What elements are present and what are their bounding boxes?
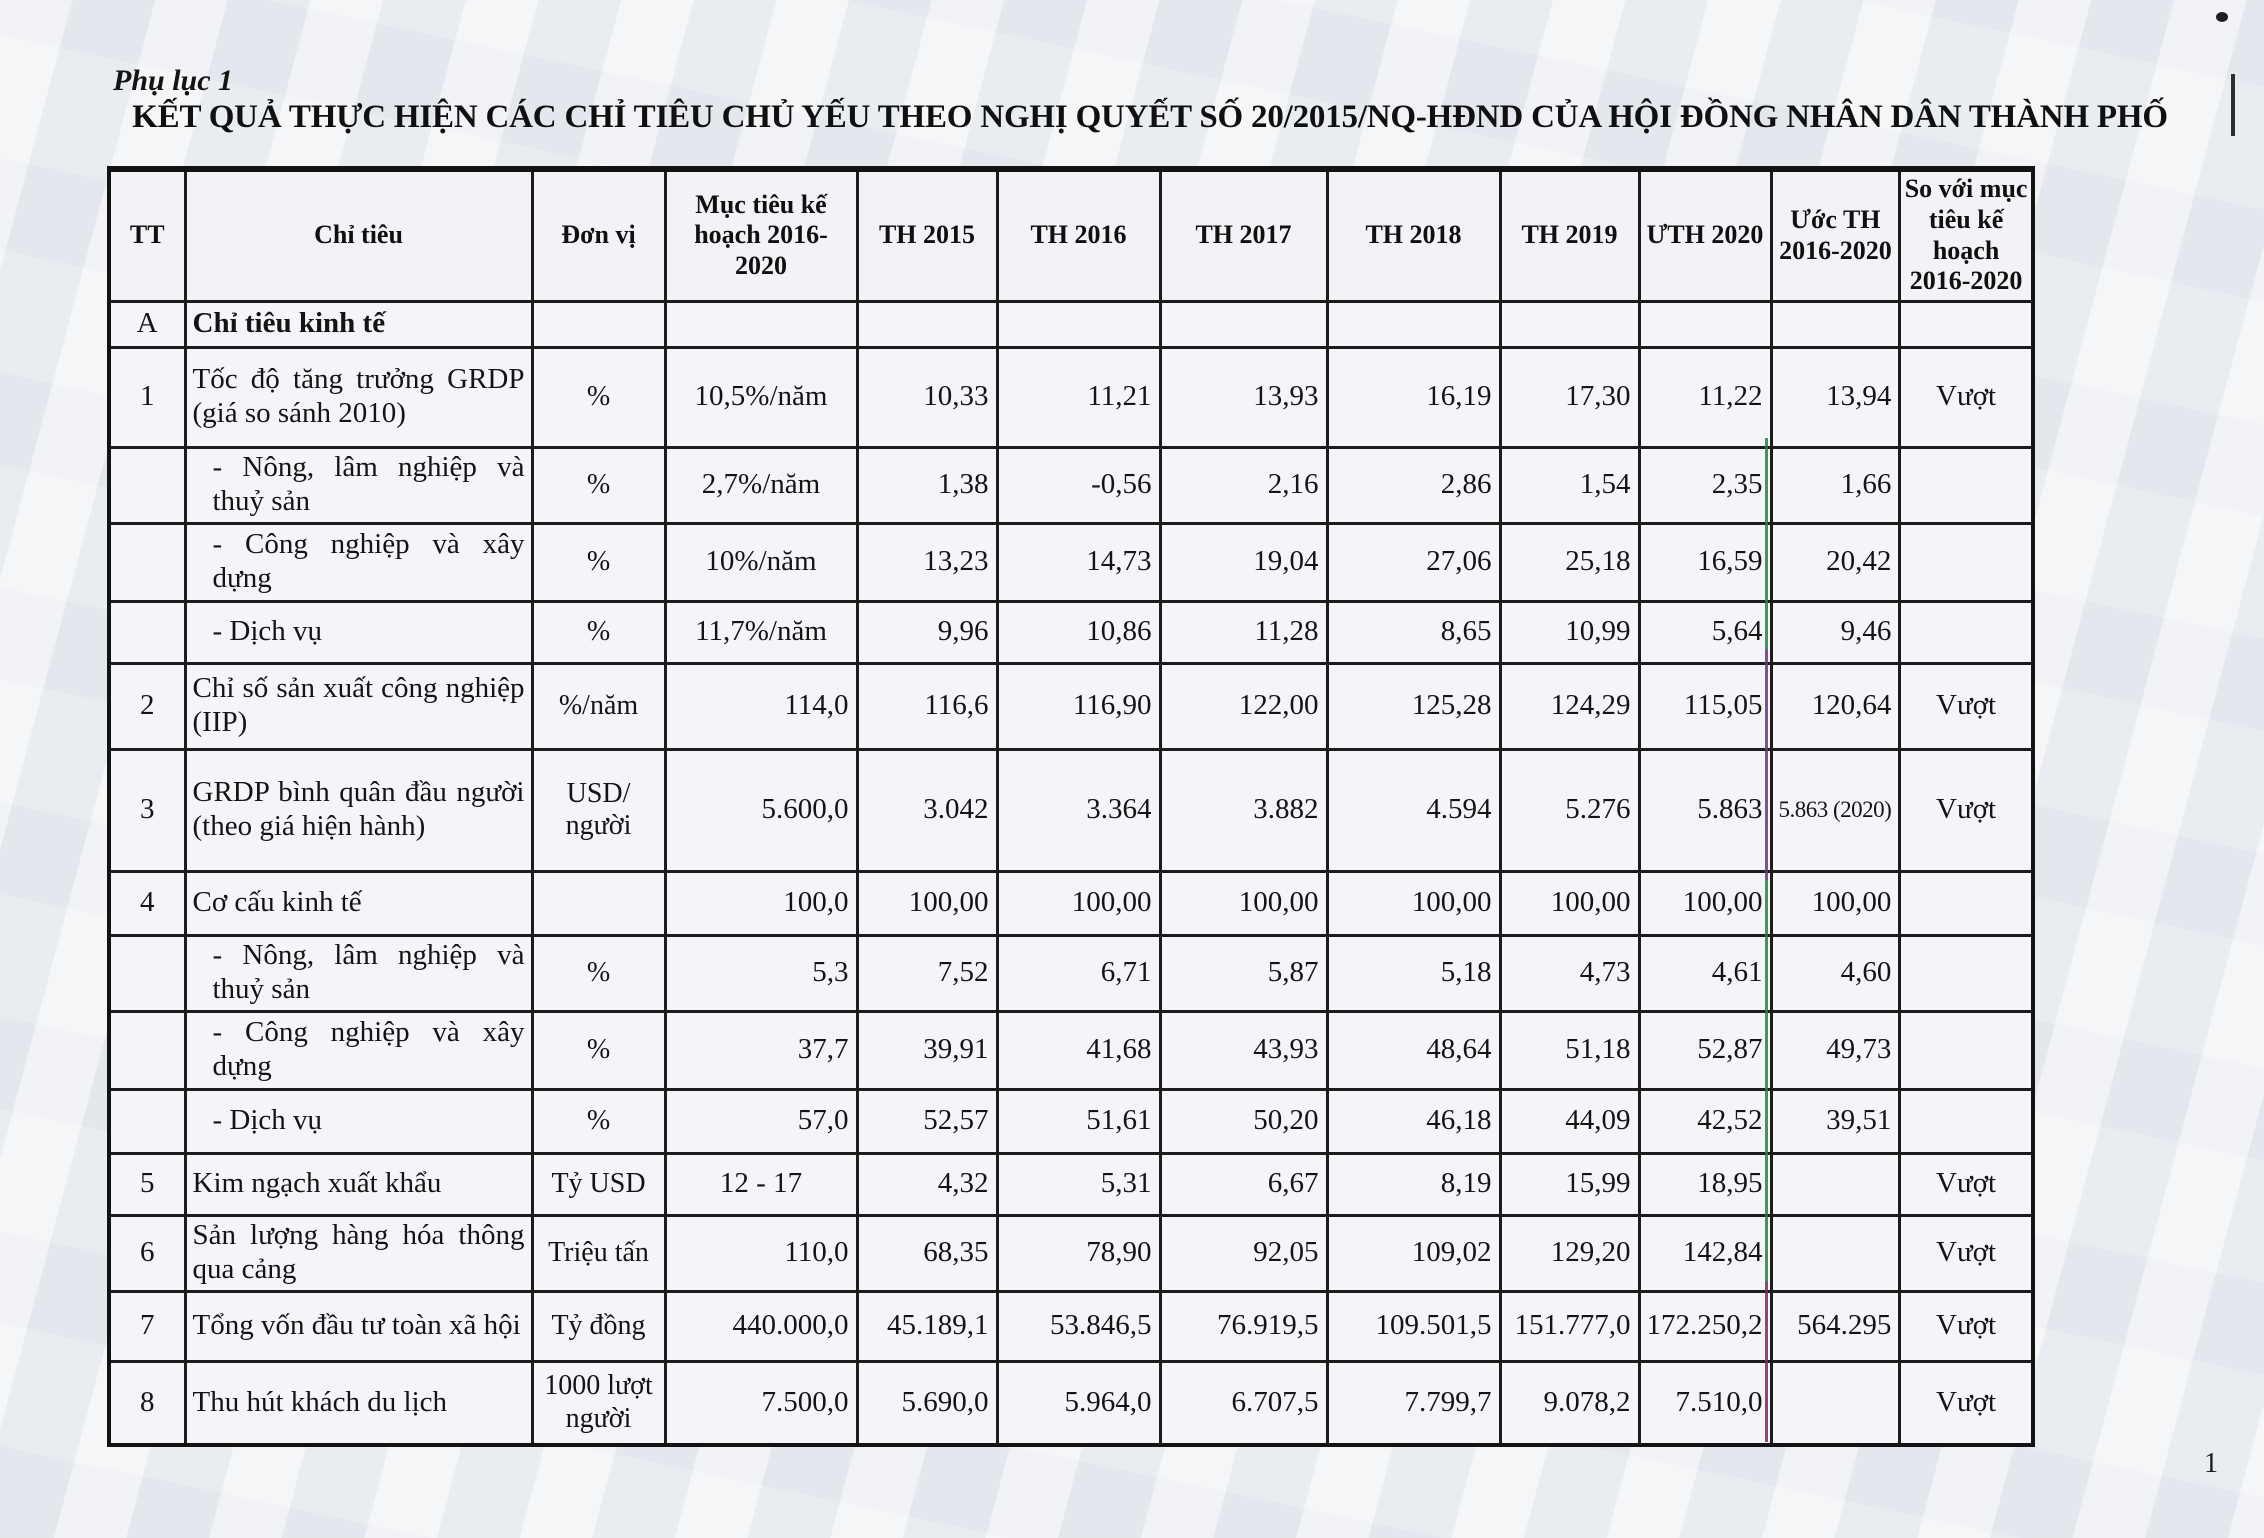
cell-value: 7.510,0 xyxy=(1639,1361,1771,1445)
cell-value: 27,06 xyxy=(1327,523,1500,601)
cell-value: -0,56 xyxy=(997,447,1160,523)
cell-tt xyxy=(109,935,185,1011)
cell-value: 52,87 xyxy=(1639,1011,1771,1089)
cell-value: 9,96 xyxy=(857,601,997,663)
cell-value: 11,22 xyxy=(1639,347,1771,447)
cell-value: 100,00 xyxy=(1771,871,1900,935)
cell-target: 7.500,0 xyxy=(665,1361,857,1445)
cell-status xyxy=(1900,447,2033,523)
cell-value: 5.964,0 xyxy=(997,1361,1160,1445)
cell-tt xyxy=(109,523,185,601)
cell-target: 12 - 17 xyxy=(665,1153,857,1215)
cell-value: 39,51 xyxy=(1771,1089,1900,1153)
column-header-8: TH 2019 xyxy=(1500,169,1639,301)
cell-value: 116,90 xyxy=(997,663,1160,749)
cell-value xyxy=(1771,1215,1900,1291)
column-header-6: TH 2017 xyxy=(1160,169,1327,301)
cell-unit: % xyxy=(532,601,665,663)
cell-value: 5,31 xyxy=(997,1153,1160,1215)
cell-label: Tốc độ tăng trưởng GRDP (giá so sánh 2010) xyxy=(185,347,532,447)
cell-value: 5,87 xyxy=(1160,935,1327,1011)
table-row-0 xyxy=(109,301,2033,347)
cell-value: 4,32 xyxy=(857,1153,997,1215)
page-title: KẾT QUẢ THỰC HIỆN CÁC CHỈ TIÊU CHỦ YẾU THEO NGHỊ QUYẾT SỐ 20/2015/NQ-HĐND CỦA HỘI ĐỒNG NHÂN DÂN THÀNH PHỐ xyxy=(132,99,2168,135)
cell-label: - Dịch vụ xyxy=(185,601,532,663)
table-row-11 xyxy=(109,1153,2033,1215)
cell-target: 10,5%/năm xyxy=(665,347,857,447)
cell-label: GRDP bình quân đầu người (theo giá hiện hành) xyxy=(185,749,532,871)
cell-unit: % xyxy=(532,523,665,601)
cell-value: 18,95 xyxy=(1639,1153,1771,1215)
cell-value xyxy=(857,301,997,347)
cell-value: 9,46 xyxy=(1771,601,1900,663)
cell-tt xyxy=(109,447,185,523)
cell-value xyxy=(1771,301,1900,347)
cell-value: 52,57 xyxy=(857,1089,997,1153)
cell-value: 564.295 xyxy=(1771,1291,1900,1361)
cell-tt: 6 xyxy=(109,1215,185,1291)
cell-target: 11,7%/năm xyxy=(665,601,857,663)
cell-value: 9.078,2 xyxy=(1500,1361,1639,1445)
scan-artifact-edge-line xyxy=(2231,74,2235,136)
cell-value xyxy=(1771,1153,1900,1215)
cell-value: 3.364 xyxy=(997,749,1160,871)
cell-value: 129,20 xyxy=(1500,1215,1639,1291)
cell-value: 51,18 xyxy=(1500,1011,1639,1089)
table-row-1 xyxy=(109,347,2033,447)
table-row-2 xyxy=(109,447,2033,523)
cell-value: 125,28 xyxy=(1327,663,1500,749)
cell-status: Vượt xyxy=(1900,347,2033,447)
cell-unit: 1000 lượt người xyxy=(532,1361,665,1445)
cell-unit: % xyxy=(532,935,665,1011)
column-header-2: Đơn vị xyxy=(532,169,665,301)
cell-label: Cơ cấu kinh tế xyxy=(185,871,532,935)
cell-value: 100,00 xyxy=(857,871,997,935)
cell-tt xyxy=(109,1011,185,1089)
cell-value: 5,18 xyxy=(1327,935,1500,1011)
cell-value: 20,42 xyxy=(1771,523,1900,601)
cell-value: 19,04 xyxy=(1160,523,1327,601)
cell-target: 57,0 xyxy=(665,1089,857,1153)
table-row-12 xyxy=(109,1215,2033,1291)
cell-value: 5.690,0 xyxy=(857,1361,997,1445)
cell-value: 8,65 xyxy=(1327,601,1500,663)
cell-value: 100,00 xyxy=(1639,871,1771,935)
cell-tt: 4 xyxy=(109,871,185,935)
cell-value: 10,99 xyxy=(1500,601,1639,663)
cell-value: 109,02 xyxy=(1327,1215,1500,1291)
cell-value: 100,00 xyxy=(1500,871,1639,935)
cell-value: 151.777,0 xyxy=(1500,1291,1639,1361)
column-header-5: TH 2016 xyxy=(997,169,1160,301)
cell-value: 5.863 (2020) xyxy=(1771,749,1900,871)
cell-value: 142,84 xyxy=(1639,1215,1771,1291)
cell-value: 1,54 xyxy=(1500,447,1639,523)
cell-label: Chỉ tiêu kinh tế xyxy=(185,301,532,347)
cell-target: 440.000,0 xyxy=(665,1291,857,1361)
table-row-10 xyxy=(109,1089,2033,1153)
cell-label: - Công nghiệp và xây dựng xyxy=(185,1011,532,1089)
cell-value: 16,19 xyxy=(1327,347,1500,447)
cell-unit: Tỷ USD xyxy=(532,1153,665,1215)
cell-status xyxy=(1900,935,2033,1011)
cell-value: 51,61 xyxy=(997,1089,1160,1153)
indicators-table xyxy=(107,166,2035,1447)
cell-value: 6,71 xyxy=(997,935,1160,1011)
cell-value: 115,05 xyxy=(1639,663,1771,749)
cell-value xyxy=(1327,301,1500,347)
cell-value: 41,68 xyxy=(997,1011,1160,1089)
cell-status xyxy=(1900,1011,2033,1089)
scan-artifact-dot xyxy=(2216,12,2228,22)
cell-tt: A xyxy=(109,301,185,347)
cell-value: 92,05 xyxy=(1160,1215,1327,1291)
table-row-13 xyxy=(109,1291,2033,1361)
cell-target: 5,3 xyxy=(665,935,857,1011)
cell-unit: % xyxy=(532,347,665,447)
cell-tt: 7 xyxy=(109,1291,185,1361)
cell-status: Vượt xyxy=(1900,1153,2033,1215)
column-header-9: ƯTH 2020 xyxy=(1639,169,1771,301)
table-row-14 xyxy=(109,1361,2033,1445)
cell-target: 114,0 xyxy=(665,663,857,749)
cell-value: 46,18 xyxy=(1327,1089,1500,1153)
cell-tt: 5 xyxy=(109,1153,185,1215)
cell-unit: % xyxy=(532,1089,665,1153)
cell-tt: 8 xyxy=(109,1361,185,1445)
cell-status xyxy=(1900,1089,2033,1153)
cell-value: 11,28 xyxy=(1160,601,1327,663)
cell-target: 10%/năm xyxy=(665,523,857,601)
cell-status: Vượt xyxy=(1900,1291,2033,1361)
cell-value: 25,18 xyxy=(1500,523,1639,601)
cell-unit: Triệu tấn xyxy=(532,1215,665,1291)
cell-target: 37,7 xyxy=(665,1011,857,1089)
column-header-7: TH 2018 xyxy=(1327,169,1500,301)
cell-value: 13,23 xyxy=(857,523,997,601)
cell-value: 122,00 xyxy=(1160,663,1327,749)
appendix-label: Phụ lục 1 xyxy=(113,64,234,97)
cell-value: 100,00 xyxy=(997,871,1160,935)
cell-value: 120,64 xyxy=(1771,663,1900,749)
cell-value: 78,90 xyxy=(997,1215,1160,1291)
table-row-3 xyxy=(109,523,2033,601)
column-header-4: TH 2015 xyxy=(857,169,997,301)
cell-label: - Nông, lâm nghiệp và thuỷ sản xyxy=(185,447,532,523)
cell-value: 6.707,5 xyxy=(1160,1361,1327,1445)
cell-label: - Công nghiệp và xây dựng xyxy=(185,523,532,601)
cell-value: 48,64 xyxy=(1327,1011,1500,1089)
cell-value: 11,21 xyxy=(997,347,1160,447)
cell-status: Vượt xyxy=(1900,749,2033,871)
cell-unit xyxy=(532,871,665,935)
cell-label: Tổng vốn đầu tư toàn xã hội xyxy=(185,1291,532,1361)
cell-value: 100,00 xyxy=(1160,871,1327,935)
table-row-8 xyxy=(109,935,2033,1011)
scan-artifact-color-line xyxy=(1765,438,1768,1442)
cell-value: 116,6 xyxy=(857,663,997,749)
cell-value xyxy=(1500,301,1639,347)
cell-value: 10,33 xyxy=(857,347,997,447)
cell-status xyxy=(1900,601,2033,663)
cell-value: 5,64 xyxy=(1639,601,1771,663)
cell-label: Sản lượng hàng hóa thông qua cảng xyxy=(185,1215,532,1291)
cell-status xyxy=(1900,523,2033,601)
cell-value: 5.276 xyxy=(1500,749,1639,871)
cell-tt: 1 xyxy=(109,347,185,447)
cell-value: 7.799,7 xyxy=(1327,1361,1500,1445)
cell-tt: 3 xyxy=(109,749,185,871)
cell-value: 16,59 xyxy=(1639,523,1771,601)
table-row-7 xyxy=(109,871,2033,935)
cell-value: 4,73 xyxy=(1500,935,1639,1011)
cell-value: 109.501,5 xyxy=(1327,1291,1500,1361)
cell-value: 50,20 xyxy=(1160,1089,1327,1153)
cell-status xyxy=(1900,871,2033,935)
table-row-9 xyxy=(109,1011,2033,1089)
cell-value: 10,86 xyxy=(997,601,1160,663)
cell-unit: %/năm xyxy=(532,663,665,749)
page-number: 1 xyxy=(2204,1448,2218,1479)
cell-status: Vượt xyxy=(1900,663,2033,749)
table-row-5 xyxy=(109,663,2033,749)
cell-unit xyxy=(532,301,665,347)
cell-status xyxy=(1900,301,2033,347)
column-header-11: So với mục tiêu kế hoạch 2016-2020 xyxy=(1900,169,2033,301)
column-header-1: Chỉ tiêu xyxy=(185,169,532,301)
cell-value: 76.919,5 xyxy=(1160,1291,1327,1361)
cell-tt xyxy=(109,601,185,663)
cell-tt xyxy=(109,1089,185,1153)
table-row-4 xyxy=(109,601,2033,663)
cell-value: 172.250,2 xyxy=(1639,1291,1771,1361)
cell-value: 4,61 xyxy=(1639,935,1771,1011)
cell-value: 3.042 xyxy=(857,749,997,871)
column-header-10: Ước TH 2016-2020 xyxy=(1771,169,1900,301)
cell-value: 17,30 xyxy=(1500,347,1639,447)
cell-value: 14,73 xyxy=(997,523,1160,601)
cell-target: 5.600,0 xyxy=(665,749,857,871)
cell-target xyxy=(665,301,857,347)
cell-unit: Tỷ đồng xyxy=(532,1291,665,1361)
cell-value: 4.594 xyxy=(1327,749,1500,871)
header-row xyxy=(109,169,2033,301)
cell-value: 49,73 xyxy=(1771,1011,1900,1089)
cell-value: 1,66 xyxy=(1771,447,1900,523)
cell-label: Thu hút khách du lịch xyxy=(185,1361,532,1445)
cell-value: 15,99 xyxy=(1500,1153,1639,1215)
cell-value: 68,35 xyxy=(857,1215,997,1291)
cell-value: 2,16 xyxy=(1160,447,1327,523)
cell-unit: % xyxy=(532,1011,665,1089)
cell-value: 2,35 xyxy=(1639,447,1771,523)
cell-value: 43,93 xyxy=(1160,1011,1327,1089)
cell-status: Vượt xyxy=(1900,1215,2033,1291)
cell-value: 7,52 xyxy=(857,935,997,1011)
cell-value: 6,67 xyxy=(1160,1153,1327,1215)
cell-value xyxy=(1160,301,1327,347)
cell-value: 42,52 xyxy=(1639,1089,1771,1153)
cell-value: 124,29 xyxy=(1500,663,1639,749)
cell-target: 110,0 xyxy=(665,1215,857,1291)
cell-value: 100,00 xyxy=(1327,871,1500,935)
cell-value: 13,94 xyxy=(1771,347,1900,447)
cell-value: 3.882 xyxy=(1160,749,1327,871)
cell-status: Vượt xyxy=(1900,1361,2033,1445)
cell-unit: USD/ người xyxy=(532,749,665,871)
cell-label: Kim ngạch xuất khẩu xyxy=(185,1153,532,1215)
cell-value xyxy=(1771,1361,1900,1445)
cell-label: - Nông, lâm nghiệp và thuỷ sản xyxy=(185,935,532,1011)
cell-value: 44,09 xyxy=(1500,1089,1639,1153)
cell-label: - Dịch vụ xyxy=(185,1089,532,1153)
cell-value xyxy=(1639,301,1771,347)
cell-value: 39,91 xyxy=(857,1011,997,1089)
cell-label: Chỉ số sản xuất công nghiệp (IIP) xyxy=(185,663,532,749)
cell-value: 5.863 xyxy=(1639,749,1771,871)
cell-value: 45.189,1 xyxy=(857,1291,997,1361)
cell-value: 53.846,5 xyxy=(997,1291,1160,1361)
cell-unit: % xyxy=(532,447,665,523)
cell-tt: 2 xyxy=(109,663,185,749)
cell-target: 100,0 xyxy=(665,871,857,935)
column-header-0: TT xyxy=(109,169,185,301)
table-row-6 xyxy=(109,749,2033,871)
cell-value: 13,93 xyxy=(1160,347,1327,447)
cell-value: 2,86 xyxy=(1327,447,1500,523)
column-header-3: Mục tiêu kế hoạch 2016-2020 xyxy=(665,169,857,301)
cell-value xyxy=(997,301,1160,347)
cell-target: 2,7%/năm xyxy=(665,447,857,523)
cell-value: 4,60 xyxy=(1771,935,1900,1011)
cell-value: 8,19 xyxy=(1327,1153,1500,1215)
cell-value: 1,38 xyxy=(857,447,997,523)
